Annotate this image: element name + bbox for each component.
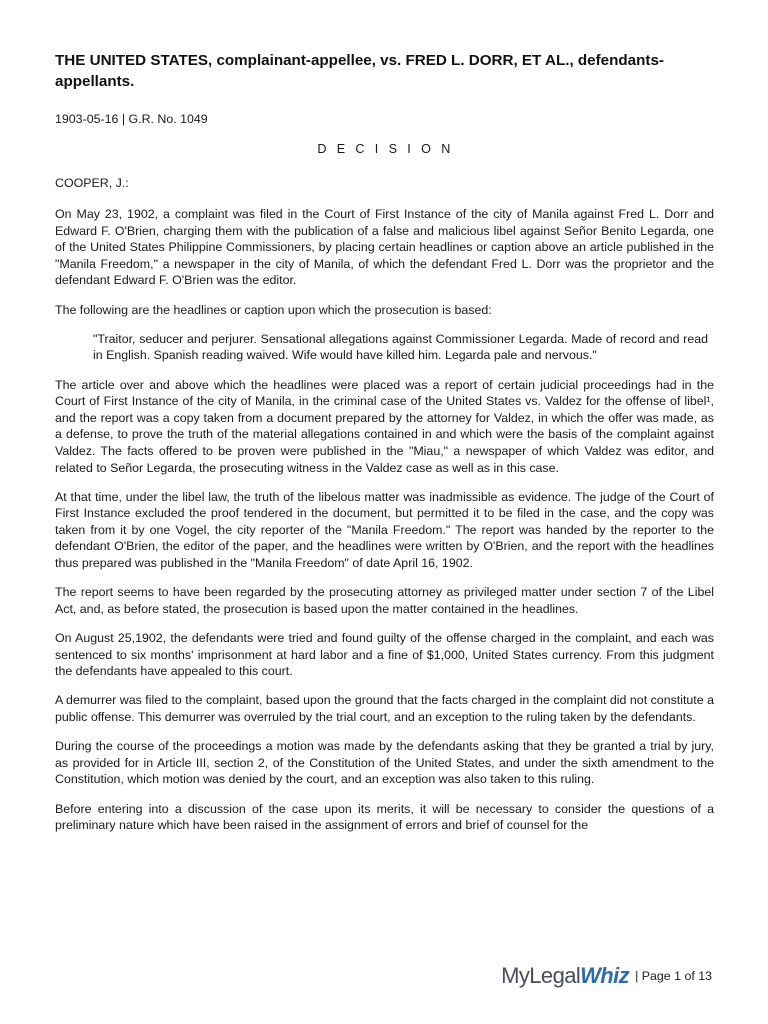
logo-whiz-text: Whiz [580,963,630,988]
mylegalwhiz-logo [501,962,629,990]
paragraph-libel-law: At that time, under the libel law, the truth of the libelous matter was inadmissible as evidence. The judge of the Court of First Instance excluded the proof tendered in the document, but permitted it to be filed in the case, and the copy was taken from it by one Vogel, the city reporter of the "Manila Freedom." The report was handed by the reporter to the defendant O'Brien, the editor of the paper, and the headlines were written by O'Brien, and the report with the headlines thus prepared was published in the "Manila Freedom" of date April 16, 1902. [55,489,714,571]
decision-heading: D E C I S I O N [317,142,454,156]
case-date-number: 1903-05-16 | G.R. No. 1049 [55,112,208,126]
quoted-headlines: "Traitor, seducer and perjurer. Sensational allegations against Commissioner Legarda. Made of record and read in English. Spanish reading waived. Wife would have killed him. Legarda pale and nervous." [93,331,708,363]
judge-name: COOPER, J.: [55,176,129,190]
paragraph-privileged: The report seems to have been regarded by the prosecuting attorney as privileged matter under section 7 of the Libel Act, and, as before stated, the prosecution is based upon the matter contained in the headlines. [55,585,714,616]
case-title: THE UNITED STATES, complainant-appellee, vs. FRED L. DORR, ET AL., defendants-appellants. [55,52,664,90]
paragraph-preliminary: Before entering into a discussion of the case upon its merits, it will be necessary to consider the questions of a preliminary nature which have been raised in the assignment of errors and brief of counsel for the [55,801,714,833]
logo-my-text: My [501,963,530,988]
page-footer [501,962,712,990]
paragraph-article: The article over and above which the headlines were placed was a report of certain judicial proceedings had in the Court of First Instance of the city of Manila, in the criminal case of the United States vs. Valdez for the offense of libel¹, and the report was a copy taken from a document prepared by the attorney for Valdez, in which the offer was made, as a defense, to prove the truth of the material allegations contained in and which were the basis of the complaint against Valdez. The facts offered to be proven were published in the "Miau," a newspaper of which Valdez was editor, and related to Señor Legarda, the prosecuting witness in the Valdez case as well as in this case. [55,377,714,475]
paragraph-jury-motion: During the course of the proceedings a motion was made by the defendants asking that they be granted a trial by jury, as provided for in Article III, section 2, of the Constitution of the United States, and under the sixth amendment to the Constitution, which motion was denied by the court, and an exception was also taken to this ruling. [55,739,714,787]
paragraph-judgment: On August 25,1902, the defendants were tried and found guilty of the offense charged in the complaint, and each was sentenced to six months' imprisonment at hard labor and a fine of $1,000, United States currency. From this judgment the defendants have appealed to this court. [55,631,714,679]
paragraph-headlines-intro: The following are the headlines or caption upon which the prosecution is based: [55,302,492,317]
document-page [55,50,714,834]
page-number: | Page 1 of 13 [635,969,712,983]
paragraph-demurrer: A demurrer was filed to the complaint, based upon the ground that the facts charged in the complaint did not constitute a public offense. This demurrer was overruled by the trial court, and an exception to the ruling taken by the defendants. [55,693,714,724]
paragraph-complaint: On May 23, 1902, a complaint was filed in the Court of First Instance of the city of Manila against Fred L. Dorr and Edward F. O'Brien, charging them with the publication of a false and malicious libel against Señor Benito Legarda, one of the United States Philippine Commissioners, by placing certain headlines or caption above an article published in the "Manila Freedom," a newspaper in the city of Manila, of which the defendant Fred L. Dorr was the proprietor and the defendant Edward F. O'Brien was the editor. [55,207,714,288]
logo-legal-text: Legal [529,963,581,988]
